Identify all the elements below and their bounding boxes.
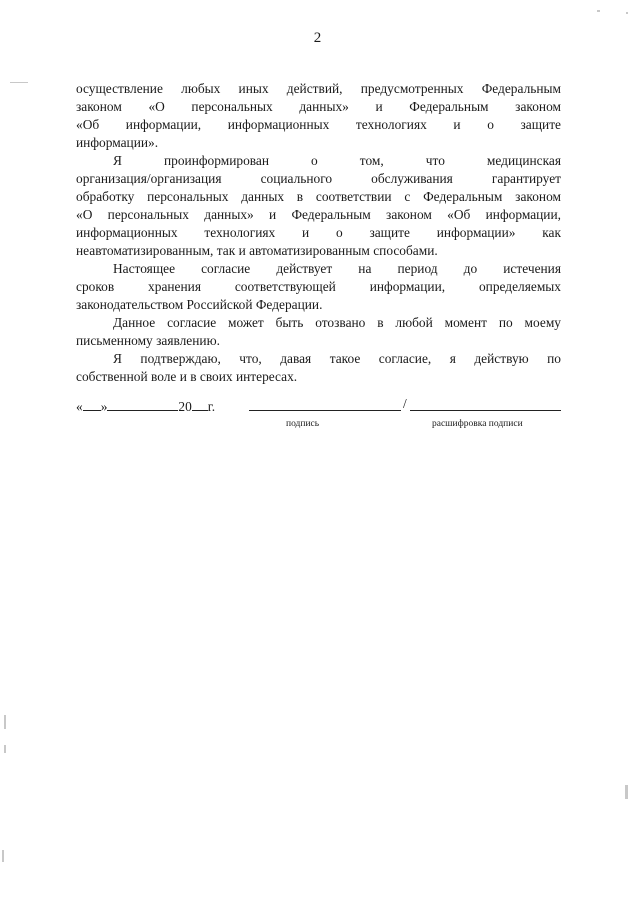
day-blank — [83, 396, 101, 411]
text-line: «О персональных данных» и Федеральным законом «Об информации, — [76, 207, 561, 222]
paragraph-actions — [76, 80, 561, 152]
slash-separator: / — [403, 396, 407, 411]
paragraph-informed — [76, 152, 561, 260]
year-suffix: г. — [207, 399, 216, 414]
text-line: письменному заявлению. — [76, 333, 220, 348]
text-line: обработку персональных данных в соответствии с Федеральным законом — [76, 189, 561, 204]
text-line: законодательством Российской Федерации. — [76, 297, 323, 312]
text-line: собственной воле и в своих интересах. — [76, 369, 298, 384]
signature-caption: подпись — [286, 419, 320, 429]
text-line: сроков хранения соответствующей информации, определяемых — [76, 279, 561, 294]
text-line: неавтоматизированным, так и автоматизированным способами. — [76, 243, 438, 258]
text-line: осуществление любых иных действий, предусмотренных Федеральным — [76, 81, 561, 96]
year-blank — [192, 396, 208, 411]
year-prefix: 20 — [178, 399, 192, 414]
scan-speck — [625, 785, 628, 799]
open-quote: « — [76, 399, 83, 414]
text-line: Данное согласие может быть отозвано в любой момент по моему — [113, 315, 561, 330]
month-blank — [107, 396, 178, 411]
signature-decode-caption: расшифровка подписи — [432, 419, 523, 429]
paragraph-validity — [76, 260, 561, 314]
text-line: информации». — [76, 135, 159, 150]
paragraph-confirmation — [76, 350, 561, 386]
text-line: законом «О персональных данных» и Федеральным законом — [76, 99, 561, 114]
date-field — [76, 396, 215, 415]
text-line: Настоящее согласие действует на период до истечения — [113, 261, 561, 276]
scan-speck — [2, 850, 4, 862]
scan-speck — [10, 82, 28, 83]
text-line: «Об информации, информационных технологиях и о защите — [76, 117, 561, 132]
scan-speck — [597, 10, 600, 12]
close-quote: » — [100, 399, 108, 414]
page-number: 2 — [313, 30, 322, 46]
text-line: Я подтверждаю, что, давая такое согласие, я действую по — [113, 351, 561, 366]
paragraph-revocation — [76, 314, 561, 350]
scan-speck — [626, 12, 628, 14]
scan-speck — [4, 715, 6, 729]
text-line: информационных технологиях и о защите информации» как — [76, 225, 561, 240]
text-line: Я проинформирован о том, что медицинская — [113, 153, 561, 168]
signature-row — [76, 396, 561, 416]
signature-line — [249, 396, 401, 411]
scan-speck — [4, 745, 6, 753]
text-line: организация/организация социального обслуживания гарантирует — [76, 171, 561, 186]
document-body — [76, 80, 561, 386]
signature-decode-line — [410, 396, 561, 411]
